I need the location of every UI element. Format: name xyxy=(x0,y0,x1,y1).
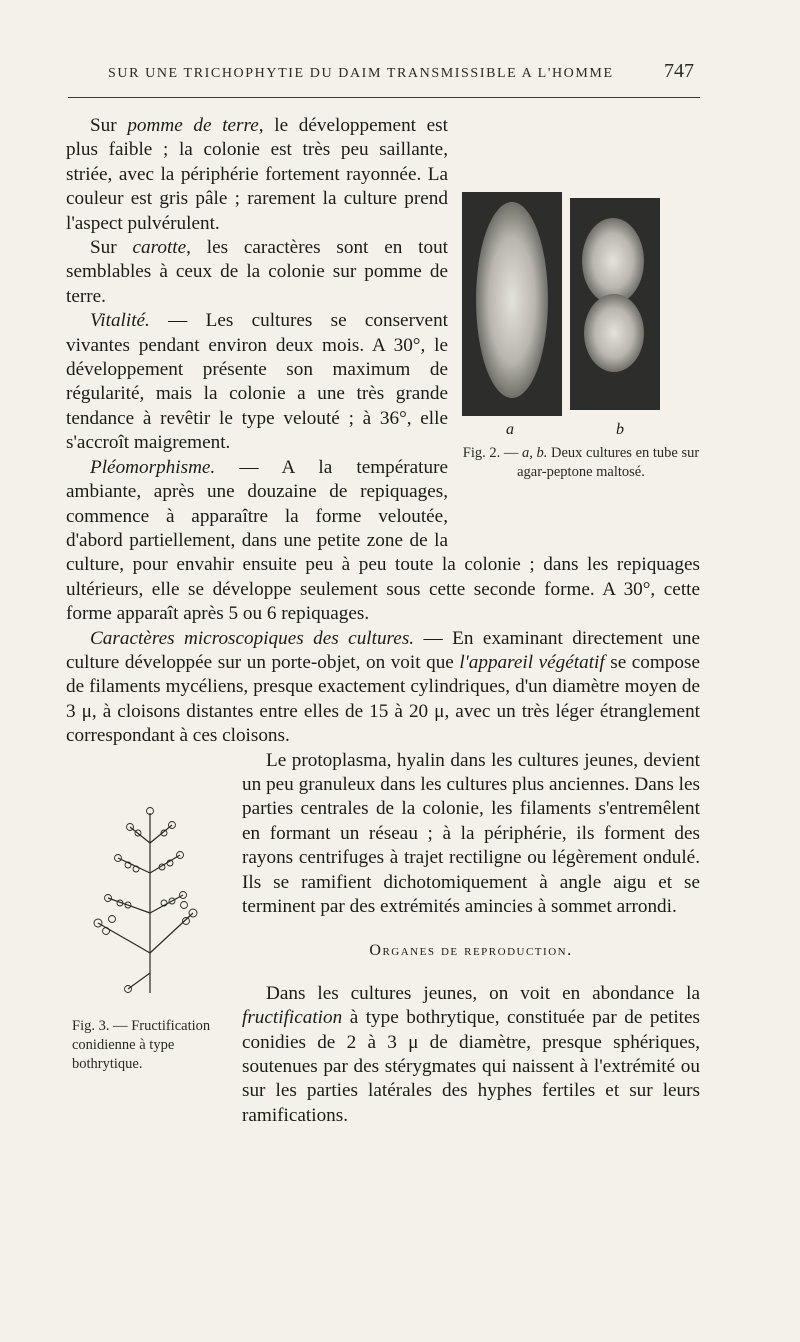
section-heading-organes-de-reproduction: Organes de reproduction. xyxy=(369,942,573,960)
figure-3 xyxy=(66,793,230,1123)
culture-photo-b xyxy=(570,198,660,410)
header-rule xyxy=(68,97,700,98)
figure-3-caption: Fig. 3. — Fructification conidienne à type bothrytique. xyxy=(72,1017,211,1072)
figure-2-label-b: b xyxy=(616,421,624,438)
figure-2 xyxy=(462,192,700,546)
figure-2-label-a: a xyxy=(506,421,514,438)
fructification-drawing xyxy=(68,803,218,1003)
paragraph-fructification: Dans les cultures jeunes, on voit en abondance la fructification à type bothrytique, constituée par de petites conidies de 2 à 3 μ de diamètre, presque sphériques, soutenues par des stérygmates qui naissent à l'extrémité ou sur les parties latérales des hyphes fertiles et sur leurs ramifications. xyxy=(242,982,700,1126)
paragraph-vitalite: Vitalité. — Les cultures se conservent vivantes pendant environ deux mois. A 30°, le développement présente son maximum de régularité, mais la colonie a une très grande tendance à revêtir le type velouté ; à 36°, elle s'accroît maigrement. xyxy=(66,310,448,454)
paragraph-pleomorphisme: Pléomorphisme. — A la température ambiante, après une douzaine de repiquages, commence à apparaître la forme veloutée, d'abord partiellement, dans une petite zone de la culture, pour envahir ensuite peu à peu toute la colonie ; dans les repiquages ultérieurs, elle se développe seulement sous cette seconde forme. A 30°, cette forme apparaît après 5 ou 6 repiquages. xyxy=(66,456,700,625)
figure-2-caption: Fig. 2. — a, b. Deux cultures en tube sur agar-peptone maltosé. xyxy=(462,445,700,480)
body-text xyxy=(66,114,700,1128)
paragraph-caracteres-microscopiques: Caractères microscopiques des cultures. — En examinant directement une culture développée sur un porte-objet, on voit que l'appareil végétatif se compose de filaments mycéliens, presque exactement cylindriques, d'un diamètre moyen de 3 μ, à cloisons distantes entre elles de 15 à 20 μ, avec un très léger étranglement correspondant à ces cloisons. xyxy=(66,627,700,747)
running-title: SUR UNE TRICHOPHYTIE DU DAIM TRANSMISSIBLE A L'HOMME xyxy=(108,66,614,81)
culture-photo-a xyxy=(462,192,562,416)
paragraph-pomme-de-terre: Sur pomme de terre, le développement est plus faible ; la colonie est très peu saillante, striée, avec la périphérie fortement rayonnée. La couleur est gris pâle ; rarement la culture prend l'aspect pulvérulent. xyxy=(66,115,448,234)
paragraph-protoplasma: Le protoplasma, hyalin dans les cultures jeunes, devient un peu granuleux dans les cultures plus anciennes. Dans les parties centrales de la colonie, les filaments s'entremêlent en formant un réseau ; à la périphérie, ils forment des rayons centrifuges à trajet rectiligne ou légèrement ondulé. Ils se ramifient dichotomiquement à angle aigu et se terminent par des extrémités amincies à sommet arrondi. xyxy=(242,749,700,917)
paragraph-carotte: Sur carotte, les caractères sont en tout semblables à ceux de la colonie sur pomme de terre. xyxy=(66,237,448,307)
page-number: 747 xyxy=(664,60,694,82)
